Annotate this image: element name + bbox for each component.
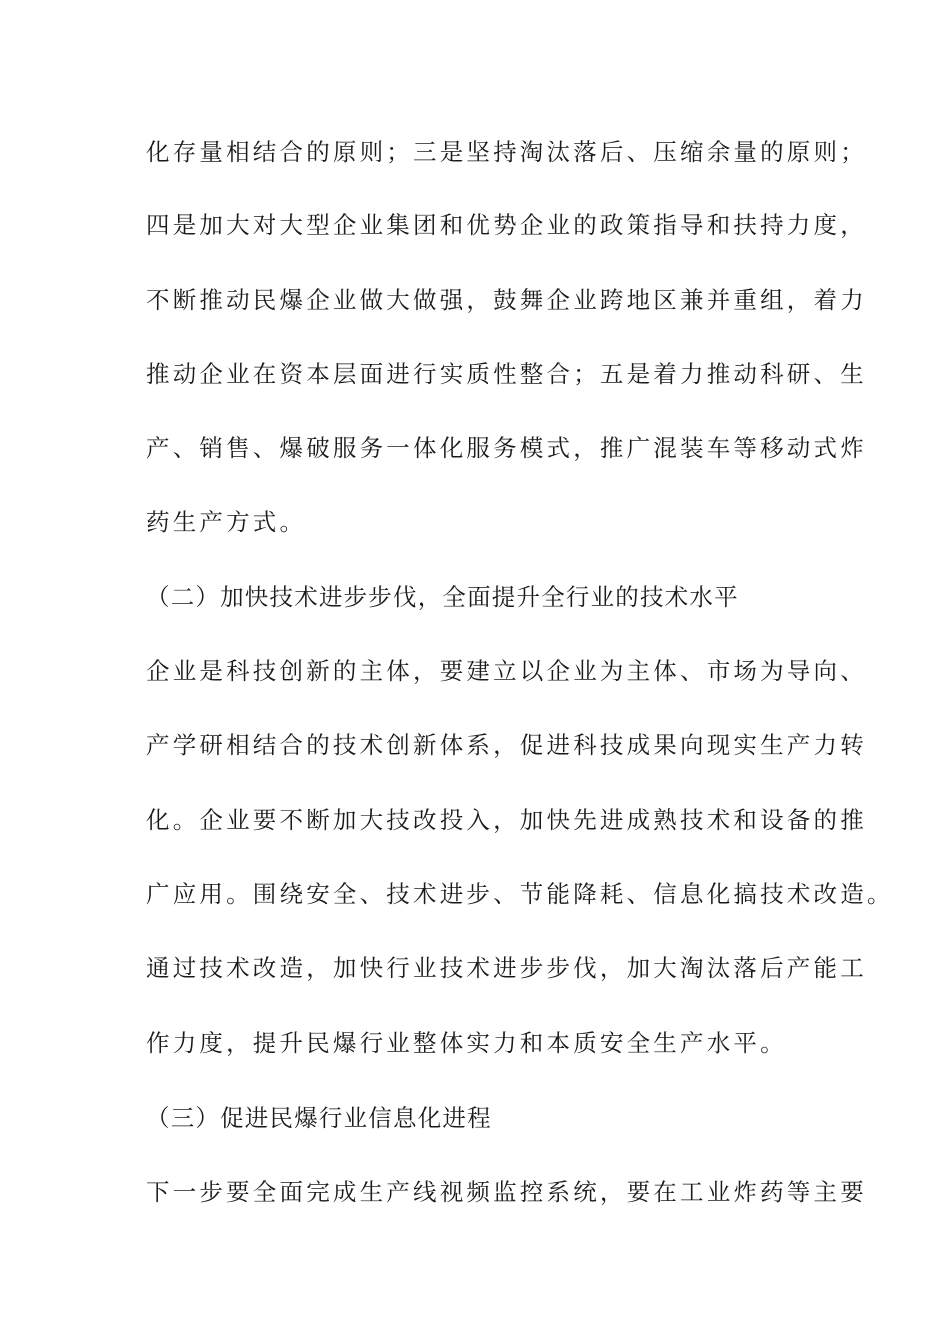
paragraph-line: 作力度，提升民爆行业整体实力和本质安全生产水平。 (146, 1029, 787, 1057)
paragraph-line: 企业是科技创新的主体，要建立以企业为主体、市场为导向、 (146, 657, 867, 685)
section-heading: （二）加快技术进步步伐，全面提升全行业的技术水平 (146, 583, 739, 611)
paragraph-line: 药生产方式。 (146, 508, 307, 536)
section-heading: （三）促进民爆行业信息化进程 (146, 1104, 492, 1132)
paragraph-line: 化存量相结合的原则；三是坚持淘汰落后、压缩余量的原则； (146, 138, 867, 166)
paragraph-line: 四是加大对大型企业集团和优势企业的政策指导和扶持力度， (146, 211, 867, 239)
paragraph-line: 推动企业在资本层面进行实质性整合；五是着力推动科研、生 (146, 360, 867, 388)
paragraph-line: 产学研相结合的技术创新体系，促进科技成果向现实生产力转 (146, 731, 867, 759)
paragraph-line: 通过技术改造，加快行业技术进步步伐，加大淘汰落后产能工 (146, 954, 867, 982)
paragraph-line: 化。企业要不断加大技改投入，加快先进成熟技术和设备的推 (146, 806, 867, 834)
paragraph-line: 不断推动民爆企业做大做强，鼓舞企业跨地区兼并重组，着力 (146, 286, 867, 314)
paragraph-line: 广应用。围绕安全、技术进步、节能降耗、信息化搞技术改造。 (146, 880, 894, 908)
paragraph-line: 产、销售、爆破服务一体化服务模式，推广混装车等移动式炸 (146, 434, 867, 462)
paragraph-line: 下一步要全面完成生产线视频监控系统，要在工业炸药等主要 (146, 1178, 867, 1206)
